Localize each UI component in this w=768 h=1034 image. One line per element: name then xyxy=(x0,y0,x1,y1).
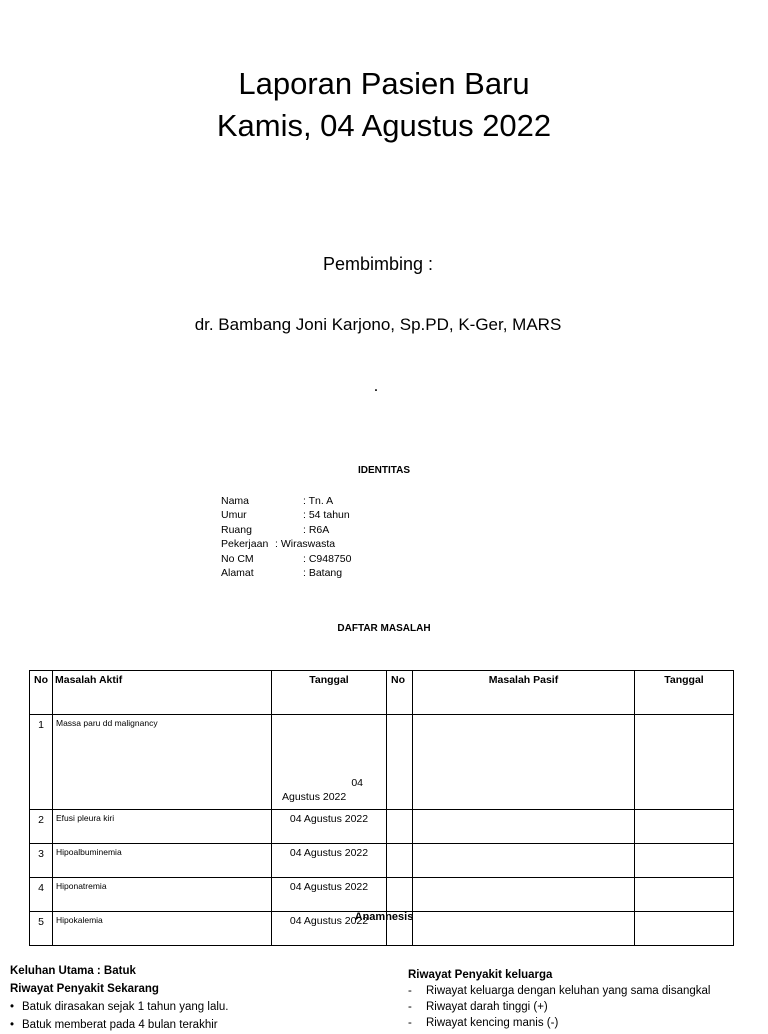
col-header-no: No xyxy=(30,671,53,715)
cell-masalah-pasif xyxy=(413,844,635,878)
identity-label: Pekerjaan xyxy=(221,538,269,551)
cell-tanggal: 04 Agustus 2022 xyxy=(272,912,387,946)
cell-tanggal-part-day: 04 xyxy=(351,777,363,789)
identity-label: Umur xyxy=(221,509,247,522)
list-item-text: Riwayat keluarga dengan keluhan yang sama disangkal xyxy=(426,985,711,997)
col-header-tanggal: Tanggal xyxy=(272,671,387,715)
identity-label: Alamat xyxy=(221,566,254,579)
identitas-heading: IDENTITAS xyxy=(357,465,411,476)
identity-value: : Tn. A xyxy=(303,495,334,507)
list-item xyxy=(408,983,711,999)
identity-label: No CM xyxy=(221,552,254,565)
dash-marker-icon: - xyxy=(408,1001,412,1013)
bullet-icon: • xyxy=(10,1001,15,1013)
page-title: Laporan Pasien Baru xyxy=(238,66,530,101)
dash-marker-icon: - xyxy=(408,985,412,997)
list-item-text: Riwayat kencing manis (-) xyxy=(426,1017,559,1029)
cell-tanggal-pasif xyxy=(635,810,734,844)
list-item-text: Riwayat darah tinggi (+) xyxy=(426,1001,548,1013)
identity-value: : Wiraswasta xyxy=(275,538,336,551)
cell-tanggal-part-month: Agustus 2022 xyxy=(282,791,347,803)
cell-tanggal xyxy=(272,715,387,810)
identity-label: Nama xyxy=(221,495,250,507)
cell-no-pasif xyxy=(387,844,413,878)
cell-masalah-pasif xyxy=(413,810,635,844)
page-subtitle-date: Kamis, 04 Agustus 2022 xyxy=(216,108,552,143)
pembimbing-label: Pembimbing : xyxy=(322,254,434,274)
table-row xyxy=(30,810,734,844)
list-item xyxy=(408,1015,711,1031)
cell-masalah-aktif: Massa paru dd malignancy xyxy=(53,715,272,810)
cell-tanggal: 04 Agustus 2022 xyxy=(272,844,387,878)
anamnesis-heading: Anamnesis xyxy=(354,911,414,923)
cell-masalah-aktif: Hiponatremia xyxy=(53,878,272,912)
list-item xyxy=(10,998,229,1016)
table-row xyxy=(30,715,734,810)
cell-tanggal: 04 Agustus 2022 xyxy=(272,878,387,912)
problem-table xyxy=(29,670,734,946)
table-row xyxy=(30,844,734,878)
identity-label: Ruang xyxy=(221,523,252,536)
separator-dot: . xyxy=(373,376,379,395)
cell-no-pasif xyxy=(387,878,413,912)
identity-value: : Batang xyxy=(303,566,343,579)
doctor-name: dr. Bambang Joni Karjono, Sp.PD, K-Ger, MARS xyxy=(194,315,562,334)
table-header-row xyxy=(30,671,734,715)
list-item-text: Batuk memberat pada 4 bulan terakhir xyxy=(22,1019,218,1031)
cell-no: 3 xyxy=(30,844,53,878)
cell-tanggal-pasif xyxy=(635,844,734,878)
cell-tanggal-pasif xyxy=(635,715,734,810)
col-header-tanggal-pasif: Tanggal xyxy=(635,671,734,715)
col-header-masalah-pasif: Masalah Pasif xyxy=(413,671,635,715)
cell-no: 5 xyxy=(30,912,53,946)
dash-marker-icon: - xyxy=(408,1017,412,1029)
cell-no: 4 xyxy=(30,878,53,912)
anamnesis-right-column xyxy=(408,967,711,1031)
anamnesis-left-column xyxy=(10,962,229,1034)
rpk-heading: Riwayat Penyakit keluarga xyxy=(408,969,553,981)
bullet-icon: • xyxy=(10,1019,15,1031)
table-row xyxy=(30,878,734,912)
cell-no: 1 xyxy=(30,715,53,810)
list-item xyxy=(10,1016,229,1034)
cell-tanggal-pasif xyxy=(635,878,734,912)
cell-no-pasif xyxy=(387,715,413,810)
cell-masalah-pasif xyxy=(413,878,635,912)
cell-tanggal: 04 Agustus 2022 xyxy=(272,810,387,844)
cell-no-pasif xyxy=(387,810,413,844)
identity-value: : C948750 xyxy=(303,552,352,565)
cell-masalah-pasif xyxy=(413,715,635,810)
cell-masalah-aktif: Hipoalbuminemia xyxy=(53,844,272,878)
col-header-no-pasif: No xyxy=(387,671,413,715)
identity-value: : R6A xyxy=(303,523,330,536)
col-header-masalah-aktif: Masalah Aktif xyxy=(53,671,272,715)
cell-masalah-aktif: Efusi pleura kiri xyxy=(53,810,272,844)
cell-masalah-aktif: Hipokalemia xyxy=(53,912,272,946)
keluhan-utama: Keluhan Utama : Batuk xyxy=(10,965,136,977)
cell-no: 2 xyxy=(30,810,53,844)
list-item-text: Batuk dirasakan sejak 1 tahun yang lalu. xyxy=(22,1001,229,1013)
identity-value: : 54 tahun xyxy=(303,509,350,522)
rps-heading: Riwayat Penyakit Sekarang xyxy=(10,983,159,995)
list-item xyxy=(408,999,711,1015)
daftar-masalah-heading: DAFTAR MASALAH xyxy=(337,623,431,634)
